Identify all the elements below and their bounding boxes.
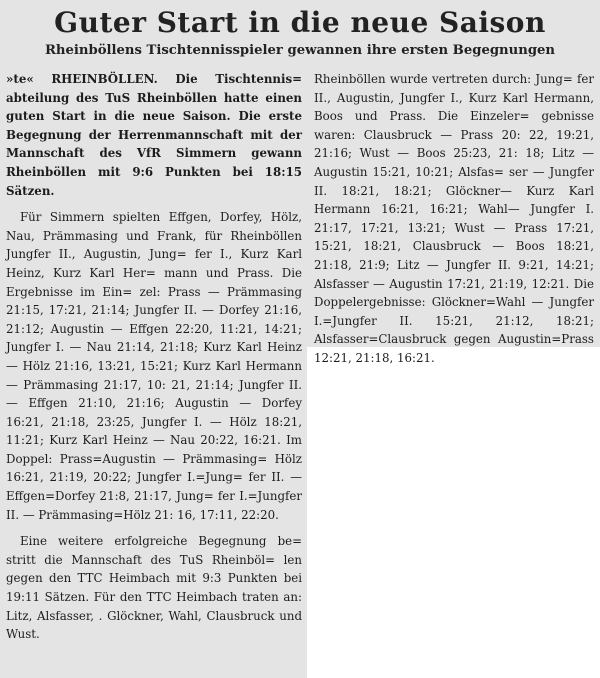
- lead-paragraph: »te« RHEINBÖLLEN. Die Tischtennis= abteilung des TuS Rheinböllen hatte einen guten Start in die neue Saison. Die erste Begegnung der Herrenmannschaft mit der Mannschaft des VfR Simmern gewann Rheinböllen mit 9:6 Punkten bei 18:15 Sätzen.: [6, 72, 302, 198]
- heimbach-results-paragraph: Rheinböllen wurde vertreten durch: Jung= fer II., Augustin, Jungfer I., Kurz Karl Hermann, Boos und Prass. Die Einzeler= gebnisse waren: Clausbruck — Prass 20: 22, 19:21, 21:16; Wust — Boos 25:23, 21: 18; Litz — Augustin 15:21, 10:21; Alsfas= ser — Jungfer II. 18:21, 18:21; Glöckner— Kurz Karl Hermann 16:21, 16:21; Wahl— Jungfer I. 21:17, 17:21, 13:21; Wust — Prass 17:21, 15:21, 18:21, Clausbruck — Boos 18:21, 21:18, 21:9; Litz — Jungfer II. 9:21, 14:21; Alsfasser — Augustin 17:21, 21:19, 12:21. Die Doppelergebnisse: Glöckner=Wahl — Jungfer I.=Jungfer II. 15:21, 21:12, 18:21; Alsfasser=Clausbruck gegen Augustin=Prass 12:21, 21:18, 16:21.: [314, 72, 594, 365]
- simmern-results-paragraph: Für Simmern spielten Effgen, Dorfey, Hölz, Nau, Prämmasing und Frank, für Rheinböllen Jungfer II., Augustin, Jung= fer I., Kurz Karl Heinz, Kurz Karl Her= mann und Prass. Die Ergebnisse im Ein= zel: Prass — Prämmasing 21:15, 17:21, 21:14; Jungfer II. — Dorfey 21:16, 21:12; Augustin — Effgen 22:20, 11:21, 14:21; Jungfer I. — Nau 21:14, 21:18; Kurz Karl Heinz — Hölz 21:16, 13:21, 15:21; Kurz Karl Hermann — Prämmasing 21:17, 10: 21, 21:14; Jungfer II. — Effgen 21:10, 21:16; Augustin — Dorfey 16:21, 21:18, 23:25, Jungfer I. — Hölz 18:21, 11:21; Kurz Karl Heinz — Nau 20:22, 16:21. Im Doppel: Prass=Augustin — Prämmasing= Hölz 16:21, 21:19, 20:22; Jungfer I.=Jung= fer II. — Effgen=Dorfey 21:8, 21:17, Jung= fer I.=Jungfer II. — Prämmasing=Hölz 21: 16, 17:11, 22:20.: [6, 210, 302, 522]
- article-subheadline: Rheinböllens Tischtennisspieler gewannen ihre ersten Begegnungen: [44, 43, 556, 58]
- heimbach-intro-paragraph: Eine weitere erfolgreiche Begegnung be= stritt die Mannschaft des TuS Rheinböl= len gegen den TTC Heimbach mit 9:3 Punkten bei 19:11 Sätzen. Für den TTC Heimbach traten an: Litz, Alsfasser, . Glöckner, Wahl, Clausbruck und Wust.: [6, 534, 302, 642]
- left-column: [6, 70, 302, 644]
- article-headline: Guter Start in die neue Saison: [54, 6, 546, 39]
- right-column: [314, 70, 594, 368]
